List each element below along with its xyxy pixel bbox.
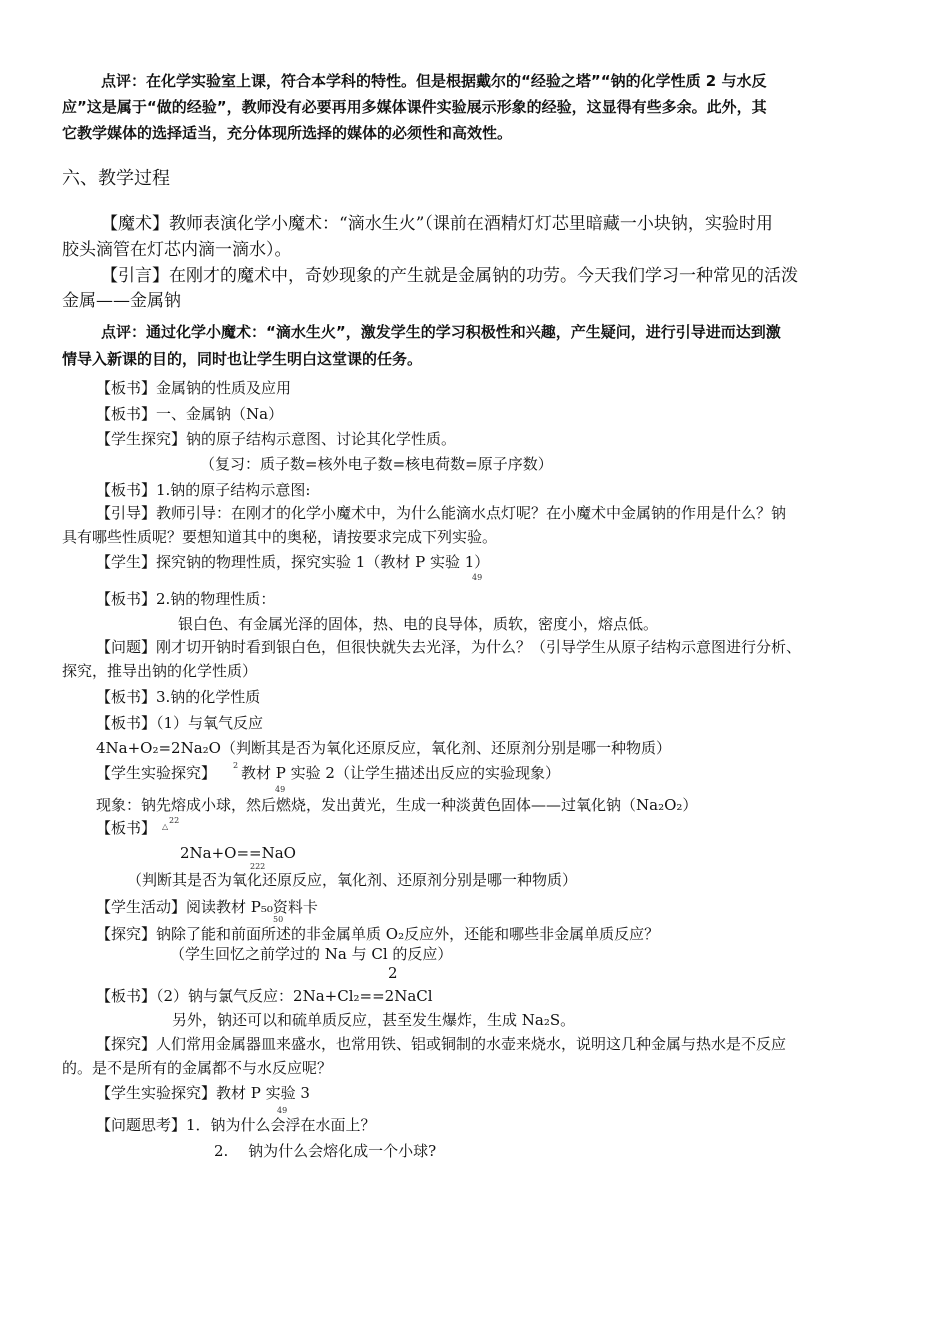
superscript: 2: [233, 761, 239, 770]
student-experiment-line: 【学生实验探究】教材 P 实验 3: [96, 1084, 310, 1102]
guide-line: 具有哪些性质呢？要想知道其中的奥秘，请按要求完成下列实验。: [62, 528, 498, 546]
comment-line: 点评：在化学实验室上课，符合本学科的特性。但是根据戴尔的“经验之塔”“钠的化学性质 2 与水反: [101, 72, 767, 90]
subscript: 49: [275, 785, 286, 794]
board-note: 【板书】（1）与氧气反应: [96, 714, 264, 732]
board-note: 【板书】金属钠的性质及应用: [96, 379, 292, 397]
student-experiment-label: 【学生实验探究】: [96, 764, 217, 782]
student-activity: 【学生活动】阅读教材 P₅₀资料卡: [96, 898, 318, 916]
paragraph-line: 【魔术】教师表演化学小魔术：“滴水生火”（课前在酒精灯灯芯里暗藏一小块钠，实验时用: [101, 214, 773, 234]
inquiry-line: 【探究】钠除了能和前面所述的非金属单质 O₂反应外，还能和哪些非金属单质反应？: [96, 925, 660, 943]
review-note: （复习：质子数=核外电子数=核电荷数=原子序数）: [200, 455, 553, 473]
physical-properties: 银白色、有金属光泽的固体，热、电的良导体，质软，密度小，熔点低。: [178, 615, 659, 633]
inquiry-line: 【探究】人们常用金属器皿来盛水，也常用铁、铝或铜制的水壶来烧水，说明这几种金属与热水是不反应: [96, 1035, 787, 1053]
board-note: 【板书】（2）钠与氯气反应：2Na+Cl₂==2NaCl: [96, 987, 433, 1005]
delta-symbol: △: [162, 822, 169, 831]
paragraph-line: 胶头滴管在灯芯内滴一滴水）。: [62, 240, 292, 260]
comment-line: 点评：通过化学小魔术：“滴水生火”，激发学生的学习积极性和兴趣，产生疑问，进行引导进而达到激: [101, 323, 781, 341]
judge-line: （判断其是否为氧化还原反应，氧化剂、还原剂分别是哪一种物质）: [127, 871, 578, 889]
question-line: 【问题】刚才切开钠时看到银白色，但很快就失去光泽，为什么？（引导学生从原子结构示意图进行分析、: [96, 638, 802, 656]
subscript: 222: [250, 862, 266, 871]
subscript: 49: [472, 573, 483, 582]
sulfur-line: 另外，钠还可以和硫单质反应，甚至发生爆炸，生成 Na₂S。: [172, 1011, 576, 1029]
student-experiment-text: 教材 P 实验 2（让学生描述出反应的实验现象）: [241, 764, 560, 782]
question-line: 探究，推导出钠的化学性质）: [62, 662, 258, 680]
question-line: 2. 钠为什么会熔化成一个小球?: [214, 1142, 437, 1160]
paragraph-line: 【引言】在刚才的魔术中，奇妙现象的产生就是金属钠的功劳。今天我们学习一种常见的活泼: [101, 266, 798, 286]
subscript: 49: [277, 1106, 288, 1115]
paragraph-line: 金属——金属钠: [62, 291, 181, 311]
subscript: 50: [273, 915, 284, 924]
equation-line: 4Na+O₂=2Na₂O（判断其是否为氧化还原反应，氧化剂、还原剂分别是哪一种物质）: [96, 739, 671, 757]
question-line: 【问题思考】1．钠为什么会浮在水面上？: [96, 1116, 376, 1134]
student-inquiry: 【学生探究】钠的原子结构示意图、讨论其化学性质。: [96, 430, 457, 448]
board-note: 【板书】3.钠的化学性质: [96, 688, 261, 706]
section-title: 六、教学过程: [62, 168, 170, 189]
phenomenon-line: 现象：钠先熔成小球，然后燃烧，发出黄光，生成一种淡黄色固体——过氧化钠（Na₂O₂）: [96, 796, 698, 814]
subscript-number: 2: [388, 964, 398, 982]
board-note: 【板书】: [96, 819, 157, 837]
comment-line: 它教学媒体的选择适当，充分体现所选择的媒体的必须性和高效性。: [62, 124, 513, 142]
board-note: 【板书】1.钠的原子结构示意图:: [96, 481, 311, 499]
inquiry-line: 的。是不是所有的金属都不与水反应呢？: [62, 1059, 333, 1077]
comment-line: 应”这是属于“做的经验”，教师没有必要再用多媒体课件实验展示形象的经验，这显得有些多余。此外，其: [62, 98, 767, 116]
board-note: 【板书】2.钠的物理性质：: [96, 590, 276, 608]
student-note: 【学生】探究钠的物理性质，探究实验 1（教材 P 实验 1）: [96, 553, 490, 571]
board-note: 【板书】一、金属钠（Na）: [96, 405, 284, 423]
guide-line: 【引导】教师引导：在刚才的化学小魔术中，为什么能滴水点灯呢？在小魔术中金属钠的作用是什么？钠: [96, 504, 787, 522]
comment-line: 情导入新课的目的，同时也让学生明白这堂课的任务。: [62, 350, 423, 368]
recall-line: （学生回忆之前学过的 Na 与 Cl 的反应）: [170, 945, 453, 963]
equation-line: 2Na+O==NaO: [180, 844, 296, 862]
superscript: 22: [169, 816, 180, 825]
